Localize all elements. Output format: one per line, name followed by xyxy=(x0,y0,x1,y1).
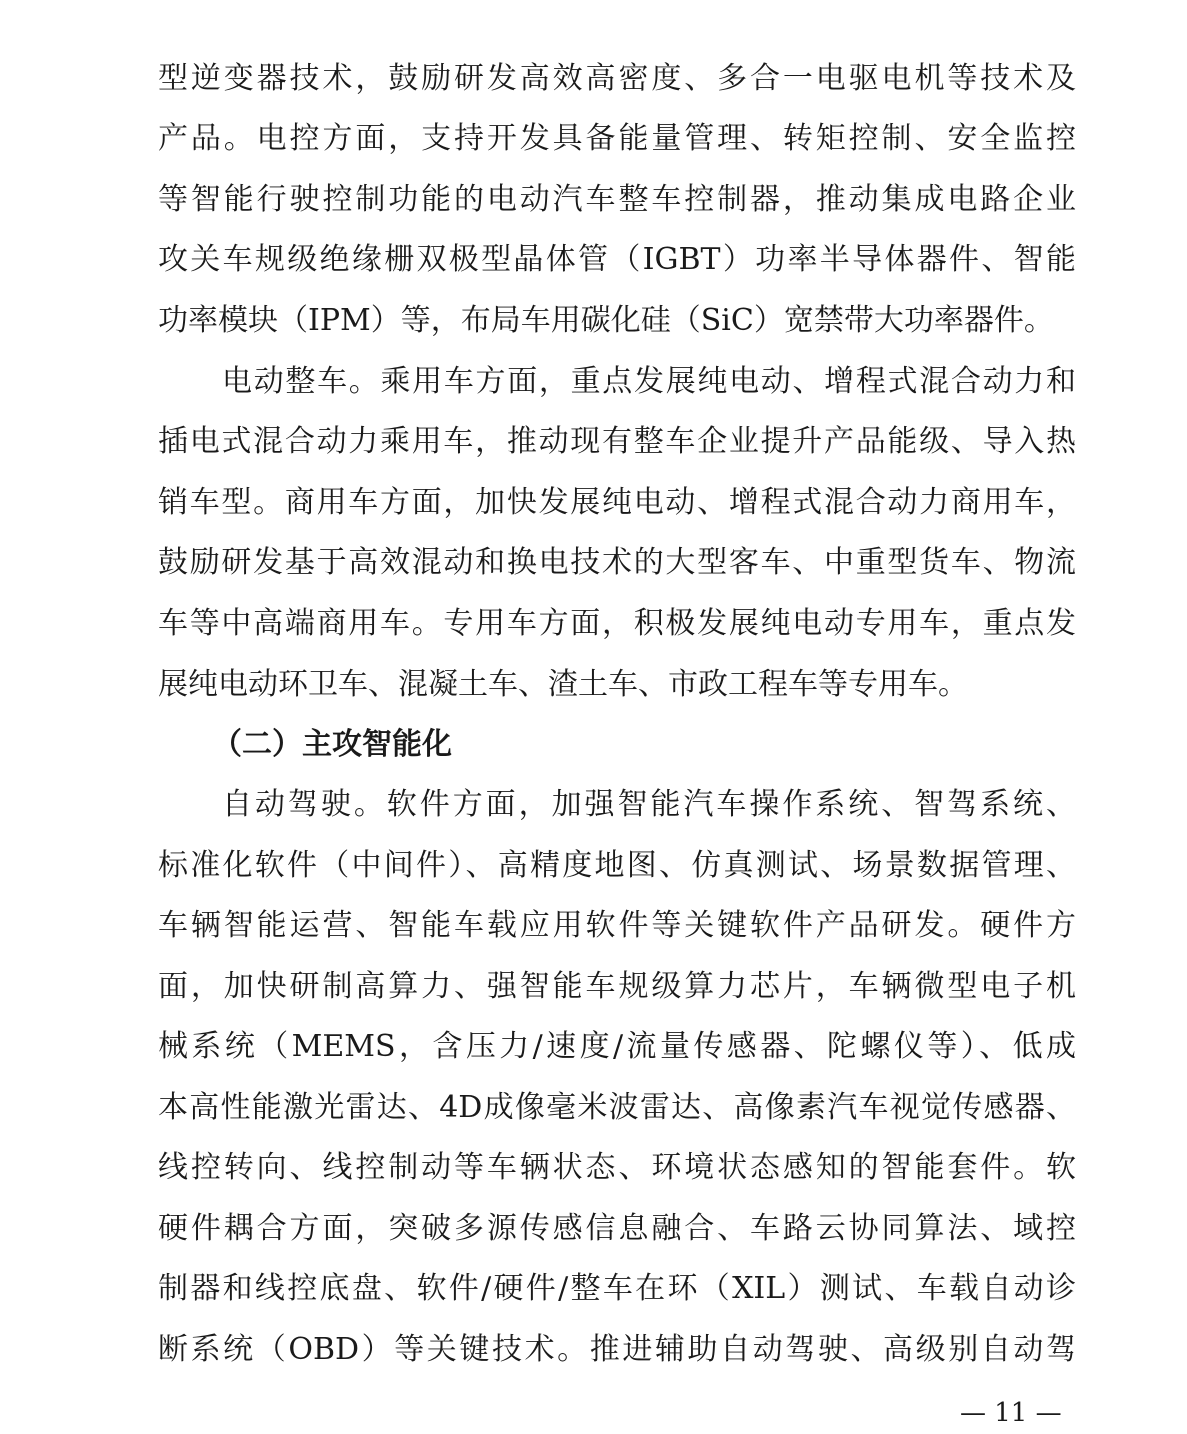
text-line-3: 等智能行驶控制功能的电动汽车整车控制器，推动集成电路企业 xyxy=(158,182,1076,217)
paragraph-autonomous-driving-line-1: 自动驾驶。软件方面，加强智能汽车操作系统、智驾系统、 xyxy=(222,787,1076,822)
text-line-15: 车辆智能运营、智能车载应用软件等关键软件产品研发。硬件方 xyxy=(158,908,1076,943)
text-line-22: 断系统（OBD）等关键技术。推进辅助自动驾驶、高级别自动驾 xyxy=(158,1332,1076,1367)
text-line-11: 展纯电动环卫车、混凝土车、渣土车、市政工程车等专用车。 xyxy=(158,667,968,702)
text-line-21: 制器和线控底盘、软件/硬件/整车在环（XIL）测试、车载自动诊 xyxy=(158,1271,1076,1306)
text-line-4: 攻关车规级绝缘栅双极型晶体管（IGBT）功率半导体器件、智能 xyxy=(158,242,1076,277)
page-number: — 11 — xyxy=(960,1398,1062,1428)
text-line-16: 面，加快研制高算力、强智能车规级算力芯片，车辆微型电子机 xyxy=(158,969,1076,1004)
text-line-8: 销车型。商用车方面，加快发展纯电动、增程式混合动力商用车， xyxy=(158,485,1076,520)
text-line-19: 线控转向、线控制动等车辆状态、环境状态感知的智能套件。软 xyxy=(158,1150,1076,1185)
text-line-17: 械系统（MEMS，含压力/速度/流量传感器、陀螺仪等）、低成 xyxy=(158,1029,1076,1064)
text-line-5: 功率模块（IPM）等，布局车用碳化硅（SiC）宽禁带大功率器件。 xyxy=(158,303,1054,338)
text-line-20: 硬件耦合方面，突破多源传感信息融合、车路云协同算法、域控 xyxy=(158,1211,1076,1246)
text-line-2: 产品。电控方面，支持开发具备能量管理、转矩控制、安全监控 xyxy=(158,121,1076,156)
section-heading: （二）主攻智能化 xyxy=(212,727,452,762)
text-line-7: 插电式混合动力乘用车，推动现有整车企业提升产品能级、导入热 xyxy=(158,424,1076,459)
text-line-9: 鼓励研发基于高效混动和换电技术的大型客车、中重型货车、物流 xyxy=(158,545,1076,580)
paragraph-electric-vehicle-line-1: 电动整车。乘用车方面，重点发展纯电动、增程式混合动力和 xyxy=(222,364,1076,399)
text-line-1: 型逆变器技术，鼓励研发高效高密度、多合一电驱电机等技术及 xyxy=(158,61,1076,96)
text-line-14: 标准化软件（中间件）、高精度地图、仿真测试、场景数据管理、 xyxy=(158,848,1076,883)
text-line-10: 车等中高端商用车。专用车方面，积极发展纯电动专用车，重点发 xyxy=(158,606,1076,641)
text-line-18: 本高性能激光雷达、4D成像毫米波雷达、高像素汽车视觉传感器、 xyxy=(158,1090,1076,1125)
